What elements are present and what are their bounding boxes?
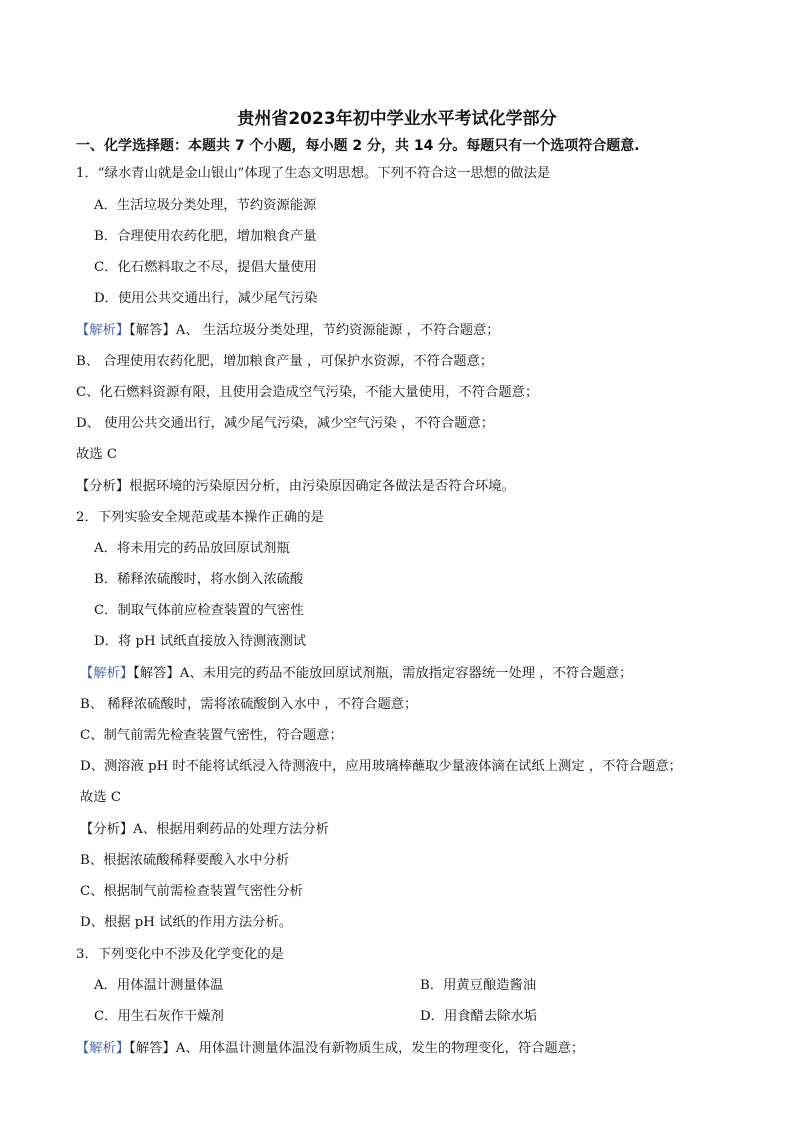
question-1-option-d: D．使用公共交通出行，减少尾气污染 [94, 291, 318, 306]
question-3-stem: 3．下列变化中不涉及化学变化的是 [76, 947, 284, 962]
jieda-text: 【解答】A、未用完的药品不能放回原试剂瓶，需放指定容器统一处理 ，不符合题意； [133, 666, 633, 681]
question-1-analysis: 【分析】根据环境的污染原因分析，由污染原因确定各做法是否符合环境。 [76, 479, 515, 494]
answer-line: D、 使用公共交通出行，减少尾气污染，减少空气污染 ，不符合题意； [76, 416, 495, 431]
question-1-option-a: A．生活垃圾分类处理，节约资源能源 [94, 198, 317, 213]
question-2-analysis: 【分析】A、根据用剩药品的处理方法分析 [80, 822, 329, 837]
question-1-option-c: C．化石燃料取之不尽，提倡大量使用 [94, 260, 317, 275]
question-1-answer [76, 321, 500, 341]
jiexi-tag: 【解析】 [80, 666, 134, 681]
question-2-option-d: D．将 pH 试纸直接放入待测液测试 [94, 634, 307, 649]
answer-line: D、测溶液 pH 时不能将试纸浸入待测液中，应用玻璃棒蘸取少量液体滴在试纸上测定 ，不符合题意； [80, 759, 682, 774]
jiexi-tag: 【解析】 [76, 323, 130, 338]
question-3-answer [76, 1039, 584, 1059]
answer-line: C、化石燃料资源有限，且使用会造成空气污染，不能大量使用，不符合题意； [76, 385, 539, 400]
question-2-option-b: B．稀释浓硫酸时，将水倒入浓硫酸 [94, 572, 304, 587]
answer-choice: 故选 C [76, 447, 117, 462]
jiexi-tag: 【解析】 [76, 1041, 130, 1056]
answer-choice: 故选 C [80, 790, 121, 805]
question-3-option-b: B．用黄豆酿造酱油 [420, 978, 537, 993]
question-2-answer [80, 664, 632, 684]
analysis-line: C、根据制气前需检查装置气密性分析 [80, 884, 303, 899]
section-heading: 一、化学选择题：本题共 7 个小题，每小题 2 分，共 14 分。每题只有一个选项符合题意. [76, 138, 640, 154]
answer-line: C、制气前需先检查装置气密性，符合题意； [80, 728, 343, 743]
analysis-line: B、根据浓硫酸稀释要酸入水中分析 [80, 853, 290, 868]
answer-line: B、 合理使用农药化肥，增加粮食产量 ，可保护水资源，不符合题意； [76, 354, 494, 369]
question-2-option-c: C．制取气体前应检查装置的气密性 [94, 603, 304, 618]
page-title: 贵州省2023年初中学业水平考试化学部分 [237, 109, 557, 129]
question-1-option-b: B．合理使用农药化肥，增加粮食产量 [94, 229, 317, 244]
jieda-text: 【解答】A、 生活垃圾分类处理，节约资源能源 ，不符合题意； [129, 323, 500, 338]
question-2-option-a: A．将未用完的药品放回原试剂瓶 [94, 541, 290, 556]
jieda-text: 【解答】A、用体温计测量体温没有新物质生成，发生的物理变化，符合题意； [129, 1041, 585, 1056]
question-1-stem: 1．“绿水青山就是金山银山”体现了生态文明思想。下列不符合这一思想的做法是 [76, 166, 551, 181]
question-3-option-d: D．用食醋去除水垢 [420, 1009, 538, 1024]
answer-line: B、 稀释浓硫酸时，需将浓硫酸倒入水中 ，不符合题意； [80, 697, 418, 712]
question-3-option-a: A．用体温计测量体温 [94, 978, 224, 993]
question-2-stem: 2．下列实验安全规范或基本操作正确的是 [76, 510, 324, 525]
question-3-option-c: C．用生石灰作干燥剂 [94, 1009, 224, 1024]
analysis-line: D、根据 pH 试纸的作用方法分析。 [80, 915, 293, 930]
